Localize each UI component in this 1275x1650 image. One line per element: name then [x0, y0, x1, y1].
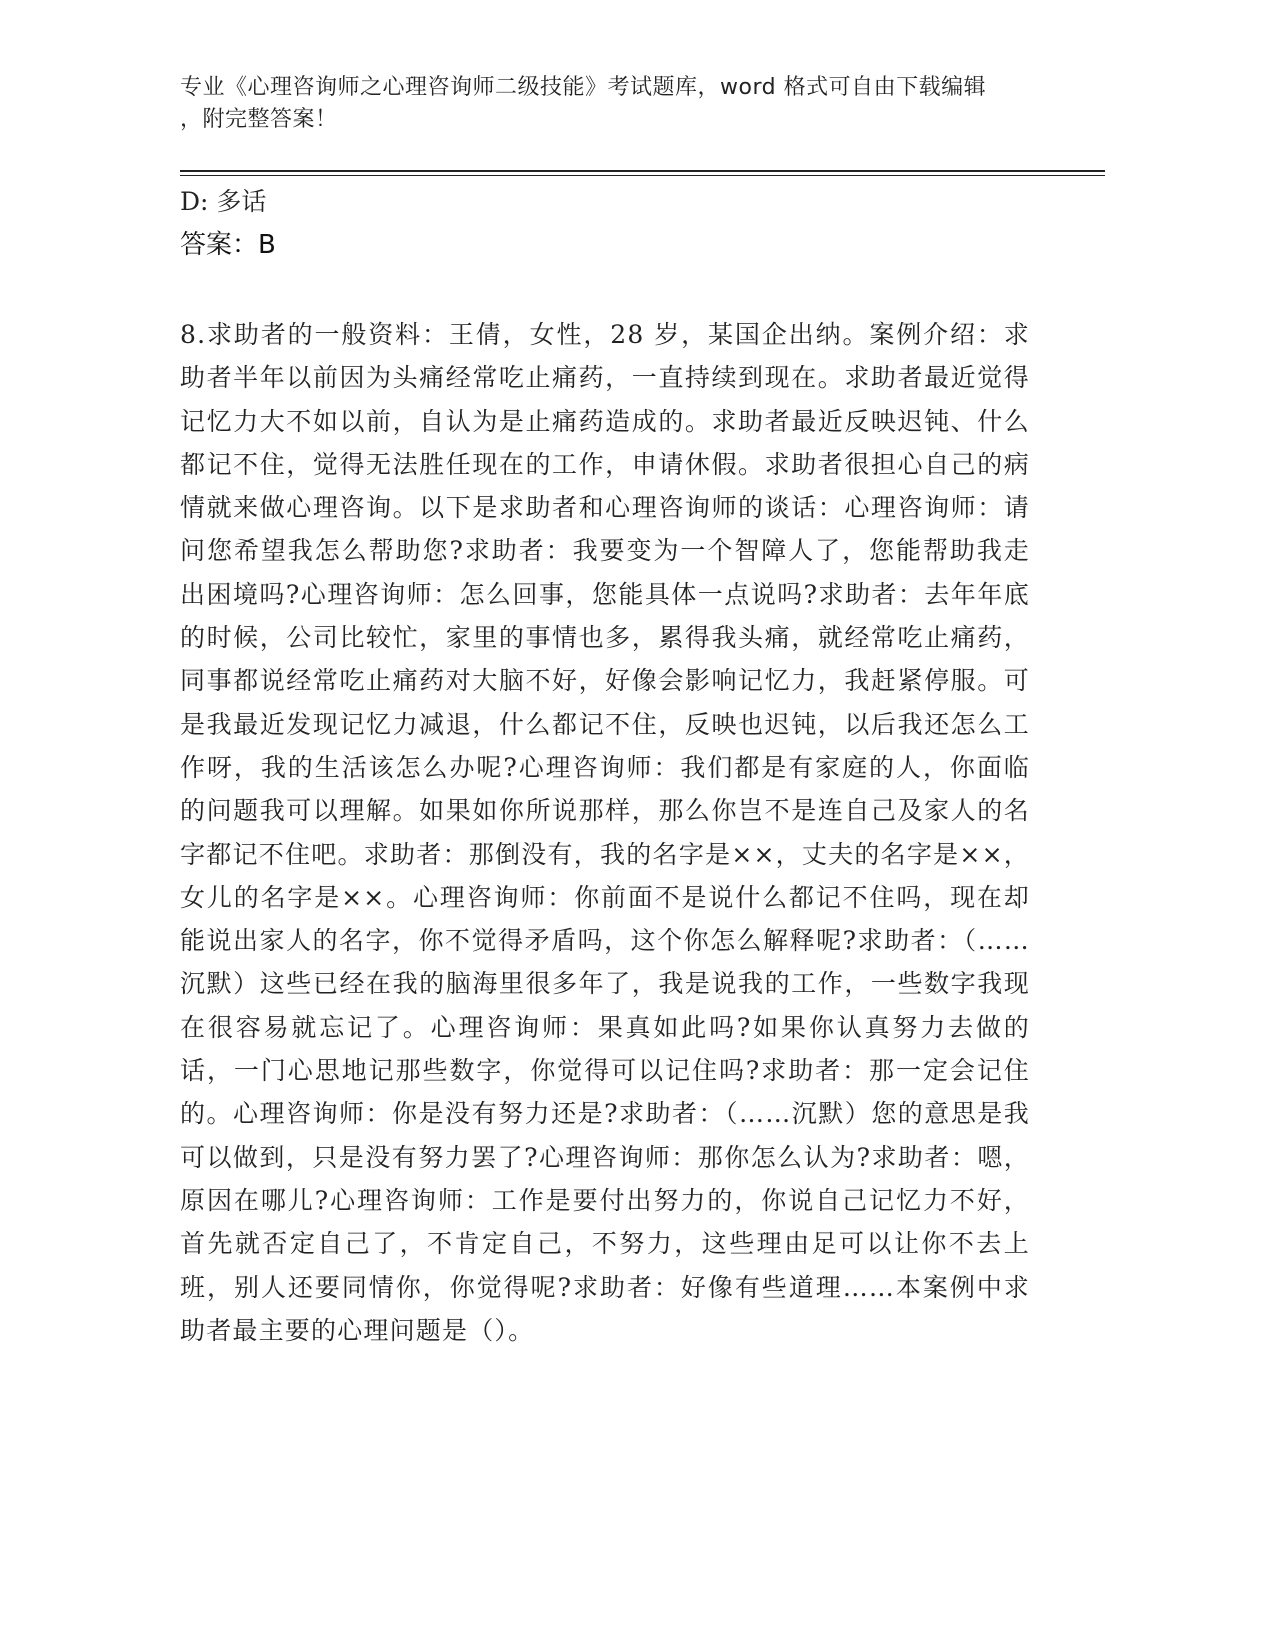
answer-option-d: D: 多话: [180, 187, 267, 216]
answer-key: 答案：B: [180, 230, 276, 260]
header-rule-thick: [180, 170, 1105, 172]
document-header: 专业《心理咨询师之心理咨询师二级技能》考试题库，word 格式可自由下载编辑 ，附完整答案！: [180, 75, 987, 132]
header-rule-thin: [180, 175, 1105, 176]
question-8-text: 8.求助者的一般资料：王倩，女性，28 岁，某国企出纳。案例介绍：求助者半年以前因为头痛经常吃止痛药，一直持续到现在。求助者最近觉得记忆力大不如以前，自认为是止痛药造成的。求助者最近反映迟钝、什么都记不住，觉得无法胜任现在的工作，申请休假。求助者很担心自己的病情就来做心理咨询。以下是求助者和心理咨询师的谈话：心理咨询师：请问您希望我怎么帮助您?求助者：我要变为一个智障人了，您能帮助我走出困境吗?心理咨询师：怎么回事，您能具体一点说吗?求助者：去年年底的时候，公司比较忙，家里的事情也多，累得我头痛，就经常吃止痛药，同事都说经常吃止痛药对大脑不好，好像会影响记忆力，我赶紧停服。可是我最近发现记忆力减退，什么都记不住，反映也迟钝，以后我还怎么工作呀，我的生活该怎么办呢?心理咨询师：我们都是有家庭的人，你面临的问题我可以理解。如果如你所说那样，那么你岂不是连自己及家人的名字都记不住吧。求助者：那倒没有，我的名字是××，丈夫的名字是××，女儿的名字是××。心理咨询师：你前面不是说什么都记不住吗，现在却能说出家人的名字，你不觉得矛盾吗，这个你怎么解释呢?求助者：（……沉默）这些已经在我的脑海里很多年了，我是说我的工作，一些数字我现在很容易就忘记了。心理咨询师：果真如此吗?如果你认真努力去做的话，一门心思地记那些数字，你觉得可以记住吗?求助者：那一定会记住的。心理咨询师：你是没有努力还是?求助者：（……沉默）您的意思是我可以做到，只是没有努力罢了?心理咨询师：那你怎么认为?求助者：嗯，原因在哪儿?心理咨询师：工作是要付出努力的，你说自己记忆力不好，首先就否定自己了，不肯定自己，不努力，这些理由足可以让你不去上班，别人还要同情你，你觉得呢?求助者：好像有些道理……本案例中求助者最主要的心理问题是（）。: [180, 320, 1030, 1345]
